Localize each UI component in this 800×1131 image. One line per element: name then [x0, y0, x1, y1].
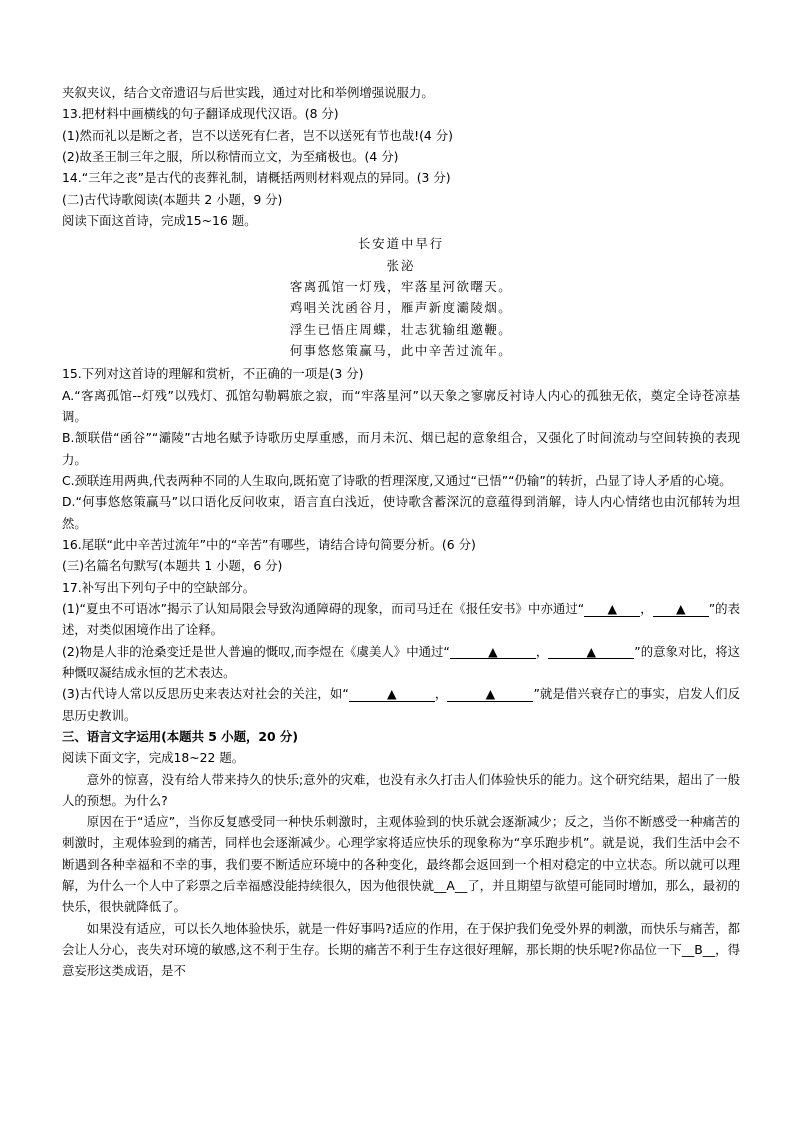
question-15-option-d: D.“何事悠悠策赢马”以口语化反问收束，语言直白浅近，使诗歌含蓄深沉的意蕴得到消解，诗人内心情绪也由沉郁转为坦然。	[62, 494, 740, 531]
passage-paragraph-2: 原因在于“适应”，当你反复感受同一种快乐刺激时，主观体验到的快乐就会逐渐减少；反之，当你不断感受一种痛苦的刺激时，主观体验到的痛苦，同样也会逐渐减少。心理学家将适应快乐的现象称为“享乐跑步机”。就是说，我们生活中会不断遇到各种幸福和不幸的事，我们要不断适应环境中的各种变化，最终都会返回到一个相对稳定的中立状态。所以就可以理解，为什么一个人中了彩票之后幸福感没能持续很久，因为他很快就__A__了，并且期望与欲望可能同时增加，那么，最初的快乐，很快就降低了。	[62, 814, 740, 915]
section-poetry-reading: (二)古代诗歌阅读(本题共 2 小题，9 分)	[62, 191, 283, 207]
poem-author: 张泌	[386, 257, 416, 273]
question-15-option-c: C.颈联连用两典,代表两种不同的人生取向,既拓宽了诗歌的哲理深度,又通过“已悟”“仍输”的转折，凸显了诗人矛盾的心境。	[62, 472, 732, 488]
question-17-item-2	[62, 641, 740, 684]
poem-title: 长安道中早行	[357, 236, 445, 252]
fill-blank[interactable]: ▲	[653, 602, 709, 617]
question-15-option-a: A.“客离孤馆--灯残”以残灯、孤馆勾勒羁旅之寂，而“牢落星河”以天象之寥廓反衬诗人内心的孤独无依，奠定全诗苍凉基调。	[62, 387, 740, 424]
poem-line: 鸡唱关沈函谷月，雁声新度灞陵烟。	[289, 300, 513, 316]
fill-blank[interactable]: ▲	[584, 602, 640, 617]
q17-2-text-a: (2)物是人非的沧桑变迁是世人普遍的慨叹,而李煜在《虞美人》中通过“	[62, 643, 450, 659]
q17-3-text-b: ，	[434, 686, 448, 702]
passage-paragraph-3: 如果没有适应，可以长久地体验快乐，就是一件好事吗?适应的作用，在于保护我们免受外界的刺激，而快乐与痛苦，都会让人分心，丧失对环境的敏感,这不利于生存。长期的痛苦不利于生存这很好理解，那长期的快乐呢?你品位一下__B__，得意妄形这类成语，是不	[62, 920, 740, 979]
language-use-instruction: 阅读下面文字，完成18~22 题。	[62, 750, 245, 766]
question-15-option-b: B.颔联借“函谷”“灞陵”古地名赋予诗歌历史厚重感，而月未沉、烟已起的意象组合，又强化了时间流动与空间转换的表现力。	[62, 430, 740, 467]
question-13: 13.把材料中画横线的句子翻译成现代汉语。(8 分)	[62, 106, 339, 122]
question-15: 15.下列对这首诗的理解和赏析，不正确的一项是(3 分)	[62, 366, 364, 382]
passage-paragraph-1: 意外的惊喜，没有给人带来持久的快乐;意外的灾难，也没有永久打击人们体验快乐的能力。这个研究结果，超出了一般人的预想。为什么?	[62, 771, 740, 808]
q17-3-text-c: ”就是借兴衰存亡的事实，启发人们反思历史教训。	[62, 686, 741, 723]
section-language-use: 三、语言文字运用(本题共 5 小题，20 分)	[62, 728, 298, 744]
poem-line: 何事悠悠策赢马，此中辛苦过流年。	[289, 342, 513, 358]
question-16: 16.尾联“此中辛苦过流年”中的“辛苦”有哪些，请结合诗句简要分析。(6 分)	[62, 536, 476, 552]
poetry-instruction: 阅读下面这首诗，完成15~16 题。	[62, 212, 257, 228]
q17-1-text-a: (1)“夏虫不可语冰”揭示了认知局限会导致沟通障碍的现象，而司马迁在《报任安书》中亦通过“	[62, 600, 585, 616]
q17-2-text-c: ”的意象对比，将这种慨叹凝结成永恒的艺术表达。	[62, 643, 740, 680]
section-dictation: (三)名篇名句默写(本题共 1 小题，6 分)	[62, 558, 283, 574]
question-17: 17.补写出下列句子中的空缺部分。	[62, 579, 256, 595]
question-13-item-1: (1)然而礼以是断之者，岂不以送死有仁者，岂不以送死有节也哉!(4 分)	[62, 127, 453, 143]
question-17-item-3	[62, 683, 740, 726]
fill-blank[interactable]: ▲	[447, 687, 533, 702]
q17-1-text-c: ”的表述，对类似困境作出了诠释。	[62, 600, 741, 638]
poem-line: 客离孤馆一灯残，牢落星河欲曙天。	[289, 278, 513, 294]
poem-line: 浮生已悟庄周蝶，壮志犹输组邀鞭。	[289, 321, 513, 337]
question-17-item-1	[62, 598, 740, 641]
fill-blank[interactable]: ▲	[450, 645, 536, 660]
q17-1-text-b: ，	[640, 600, 653, 616]
fill-blank[interactable]: ▲	[349, 687, 435, 702]
q17-3-text-a: (3)古代诗人常以反思历史来表达对社会的关注，如“	[62, 686, 349, 702]
document-body	[62, 82, 740, 982]
paragraph: 夹叙夹议，结合文帝遗诏与后世实践，通过对比和举例增强说服力。	[62, 85, 434, 100]
q17-2-text-b: ，	[535, 643, 549, 659]
question-13-item-2: (2)故圣王制三年之服，所以称情而立文，为至痛极也。(4 分)	[62, 148, 399, 164]
question-14: 14.“三年之丧”是古代的丧葬礼制，请概括两则材料观点的异同。(3 分)	[62, 170, 451, 186]
fill-blank[interactable]: ▲	[548, 645, 634, 660]
